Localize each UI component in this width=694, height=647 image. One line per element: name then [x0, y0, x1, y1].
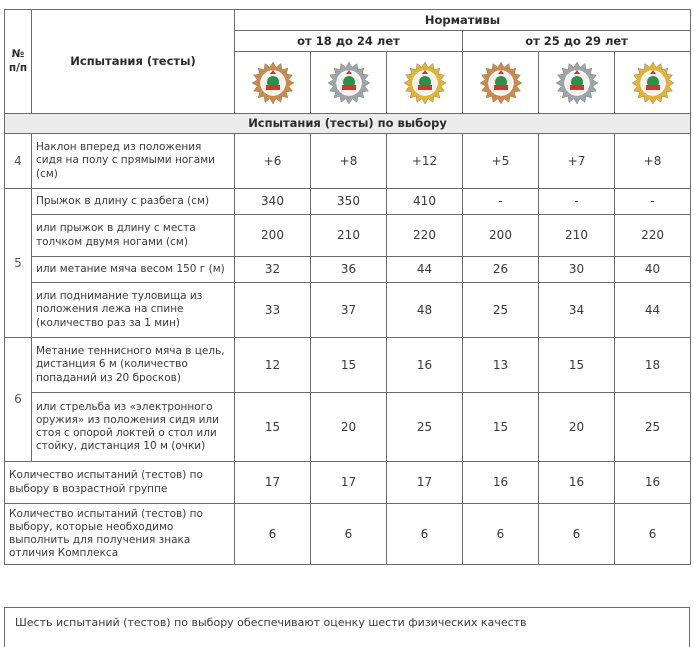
norm-value: 16 [387, 338, 463, 393]
age-group-18-24-header: от 18 до 24 лет [235, 31, 463, 52]
age-group-25-29-header: от 25 до 29 лет [463, 31, 691, 52]
gold-badge-icon [631, 61, 675, 105]
norm-value: 350 [311, 189, 387, 215]
row-number: 5 [5, 189, 32, 338]
norm-value: 15 [311, 338, 387, 393]
number-column-header: № п/п [5, 10, 32, 114]
norm-value: 33 [235, 283, 311, 338]
norm-value: 6 [539, 504, 615, 565]
norm-value: 17 [235, 462, 311, 504]
norm-value: 44 [615, 283, 691, 338]
test-name: или метание мяча весом 150 г (м) [32, 257, 235, 283]
norm-value: 200 [235, 215, 311, 257]
norm-value: 16 [615, 462, 691, 504]
silver-badge-icon [327, 61, 371, 105]
norm-value: +12 [387, 134, 463, 189]
norm-value: 210 [311, 215, 387, 257]
norm-value: 15 [463, 393, 539, 462]
tests-column-header: Испытания (тесты) [32, 10, 235, 114]
norm-value: 410 [387, 189, 463, 215]
bronze-badge-icon [479, 61, 523, 105]
badge-cell [387, 52, 463, 114]
norm-value: 6 [387, 504, 463, 565]
norm-value: 25 [387, 393, 463, 462]
test-name: или стрельба из «электронного оружия» из положения сидя или стоя с опорой локтей о стол или стойку, дистанция 10 м (очки) [32, 393, 235, 462]
norm-value: 15 [539, 338, 615, 393]
norm-value: 220 [615, 215, 691, 257]
norm-value: 40 [615, 257, 691, 283]
bronze-badge-icon [251, 61, 295, 105]
section-title: Испытания (тесты) по выбору [5, 114, 691, 134]
norm-value: 16 [463, 462, 539, 504]
table-row [5, 283, 691, 338]
norm-value: 20 [539, 393, 615, 462]
norm-value: 18 [615, 338, 691, 393]
silver-badge-icon [555, 61, 599, 105]
badge-cell [463, 52, 539, 114]
badge-cell [615, 52, 691, 114]
table-row [5, 215, 691, 257]
norm-value: 6 [311, 504, 387, 565]
norm-value: +8 [615, 134, 691, 189]
norm-value: 36 [311, 257, 387, 283]
row-number: 4 [5, 134, 32, 189]
norms-table-wrapper [4, 9, 690, 565]
test-name: Наклон вперед из положения сидя на полу с прямыми ногами (см) [32, 134, 235, 189]
norm-value: - [539, 189, 615, 215]
norm-value: 13 [463, 338, 539, 393]
norm-value: 200 [463, 215, 539, 257]
norm-value: - [463, 189, 539, 215]
norm-value: 220 [387, 215, 463, 257]
test-name: Прыжок в длину с разбега (см) [32, 189, 235, 215]
norms-header: Нормативы [235, 10, 691, 31]
norm-value: 44 [387, 257, 463, 283]
norms-table [4, 9, 691, 565]
table-row [5, 134, 691, 189]
badge-cell [311, 52, 387, 114]
norm-value: 26 [463, 257, 539, 283]
norm-value: 34 [539, 283, 615, 338]
footer-note: Шесть испытаний (тестов) по выбору обеспечивают оценку шести физических качеств [4, 607, 690, 647]
row-number: 6 [5, 338, 32, 462]
norm-value: +5 [463, 134, 539, 189]
norm-value: 16 [539, 462, 615, 504]
norm-value: 6 [235, 504, 311, 565]
norm-value: 12 [235, 338, 311, 393]
norm-value: 25 [615, 393, 691, 462]
table-row [5, 338, 691, 393]
table-row [5, 257, 691, 283]
norm-value: 15 [235, 393, 311, 462]
gold-badge-icon [403, 61, 447, 105]
table-row [5, 189, 691, 215]
norm-value: +6 [235, 134, 311, 189]
badge-cell [235, 52, 311, 114]
test-name: Метание теннисного мяча в цель, дистанция 6 м (количество попаданий из 20 бросков) [32, 338, 235, 393]
table-row [5, 504, 691, 565]
norm-value: 6 [463, 504, 539, 565]
table-row [5, 462, 691, 504]
norm-value: 17 [311, 462, 387, 504]
norm-value: - [615, 189, 691, 215]
test-name: или прыжок в длину с места толчком двумя ногами (см) [32, 215, 235, 257]
norm-value: 210 [539, 215, 615, 257]
norm-value: +8 [311, 134, 387, 189]
total-tests-label: Количество испытаний (тестов) по выбору в возрастной группе [5, 462, 235, 504]
norm-value: 37 [311, 283, 387, 338]
test-name: или поднимание туловища из положения лежа на спине (количество раз за 1 мин) [32, 283, 235, 338]
norm-value: 48 [387, 283, 463, 338]
norm-value: 6 [615, 504, 691, 565]
norm-value: +7 [539, 134, 615, 189]
norm-value: 30 [539, 257, 615, 283]
norm-value: 17 [387, 462, 463, 504]
norm-value: 25 [463, 283, 539, 338]
required-tests-label: Количество испытаний (тестов) по выбору, которые необходимо выполнить для получения знака отличия Комплекса [5, 504, 235, 565]
table-row [5, 393, 691, 462]
norm-value: 340 [235, 189, 311, 215]
norm-value: 32 [235, 257, 311, 283]
badge-cell [539, 52, 615, 114]
norm-value: 20 [311, 393, 387, 462]
